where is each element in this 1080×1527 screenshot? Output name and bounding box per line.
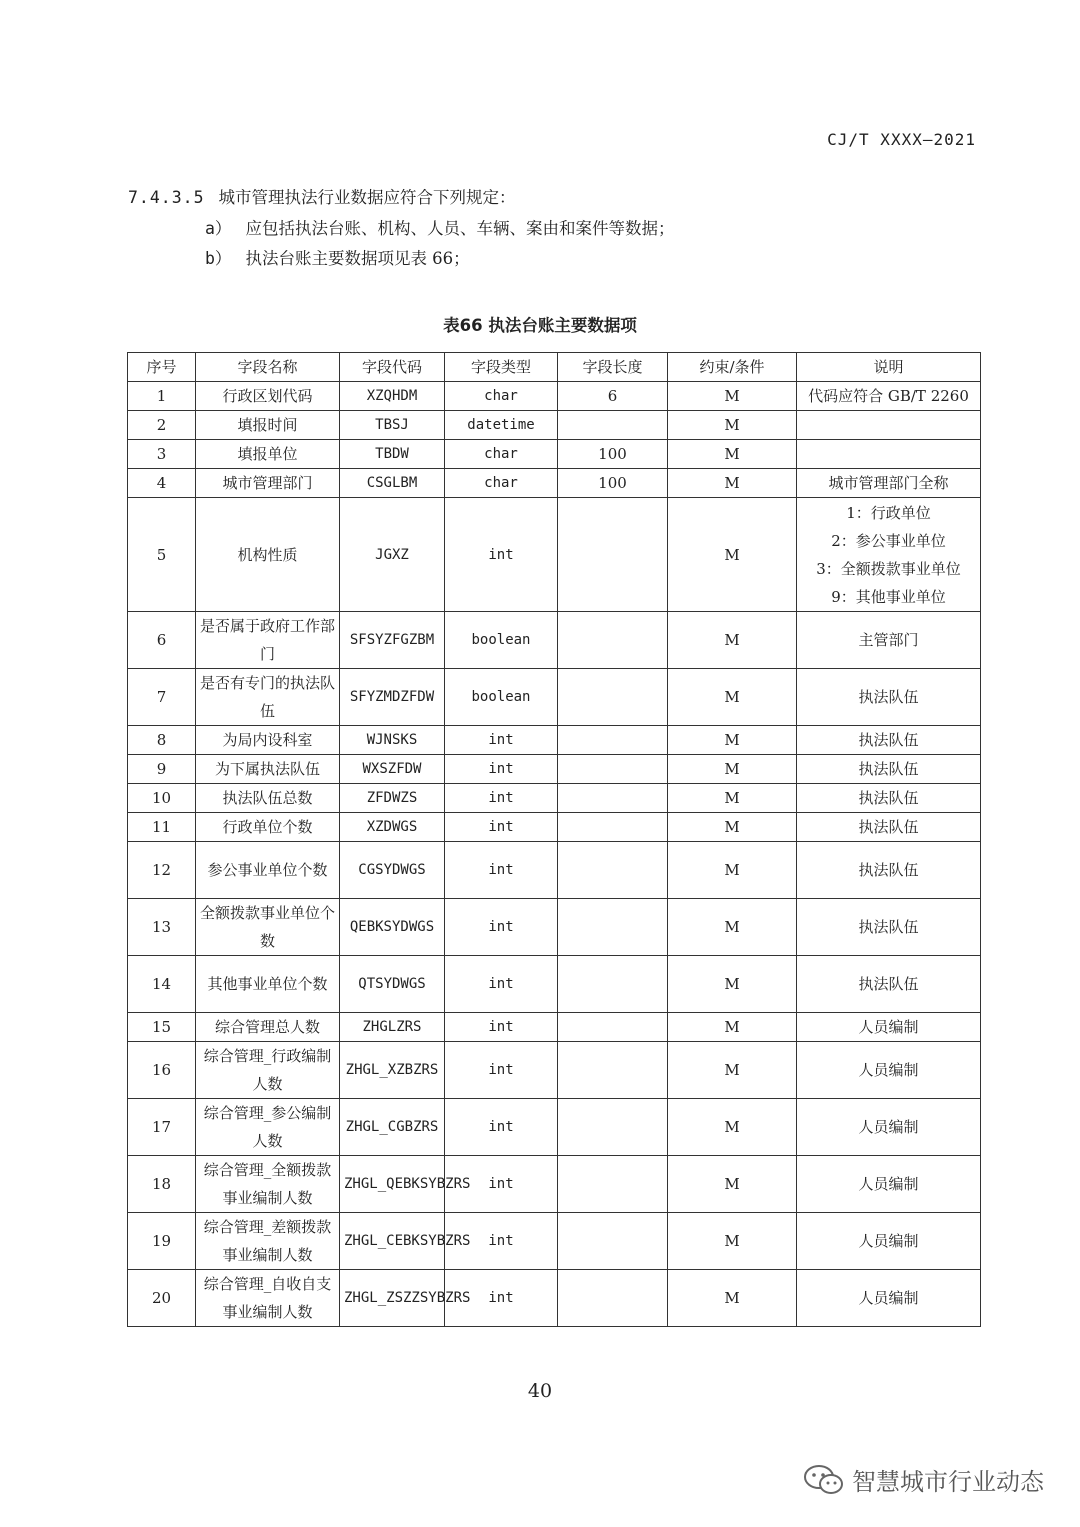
constraint-cell: M [668, 382, 797, 411]
field-length-cell: 100 [558, 469, 668, 498]
seq-cell: 15 [128, 1013, 196, 1042]
table-row [128, 813, 981, 842]
field-type-cell: char [445, 382, 558, 411]
field-length-cell [558, 1213, 668, 1270]
header-cell: 字段长度 [558, 353, 668, 382]
description-cell: 人员编制 [797, 1013, 981, 1042]
field-length-cell [558, 956, 668, 1013]
item-mark: a） [205, 219, 232, 238]
table-row [128, 612, 981, 669]
constraint-cell: M [668, 726, 797, 755]
field-name-cell: 城市管理部门 [196, 469, 340, 498]
seq-cell: 2 [128, 411, 196, 440]
field-code-cell: ZFDWZS [340, 784, 445, 813]
field-code-cell: ZHGL_CEBKSYBZRS [340, 1213, 445, 1270]
seq-cell: 4 [128, 469, 196, 498]
field-type-cell: int [445, 899, 558, 956]
constraint-cell: M [668, 1213, 797, 1270]
seq-cell: 20 [128, 1270, 196, 1327]
seq-cell: 7 [128, 669, 196, 726]
constraint-cell: M [668, 612, 797, 669]
field-code-cell: TBDW [340, 440, 445, 469]
field-length-cell [558, 411, 668, 440]
field-code-cell: SFSYZFGZBM [340, 612, 445, 669]
description-cell: 执法队伍 [797, 899, 981, 956]
field-type-cell: char [445, 440, 558, 469]
field-type-cell: int [445, 1099, 558, 1156]
description-cell: 1：行政单位 2：参公事业单位 3：全额拨款事业单位 9：其他事业单位 [797, 498, 981, 612]
field-code-cell: ZHGL_XZBZRS [340, 1042, 445, 1099]
header-cell: 字段代码 [340, 353, 445, 382]
field-length-cell [558, 842, 668, 899]
field-code-cell: QEBKSYDWGS [340, 899, 445, 956]
table-row [128, 669, 981, 726]
constraint-cell: M [668, 1270, 797, 1327]
description-cell: 执法队伍 [797, 726, 981, 755]
seq-cell: 16 [128, 1042, 196, 1099]
field-length-cell [558, 784, 668, 813]
field-name-cell: 综合管理_全额拨款事业编制人数 [196, 1156, 340, 1213]
field-length-cell [558, 726, 668, 755]
watermark-text: 智慧城市行业动态 [852, 1468, 1044, 1496]
constraint-cell: M [668, 1099, 797, 1156]
constraint-cell: M [668, 842, 797, 899]
field-code-cell: CSGLBM [340, 469, 445, 498]
seq-cell: 10 [128, 784, 196, 813]
field-name-cell: 填报单位 [196, 440, 340, 469]
constraint-cell: M [668, 755, 797, 784]
table-row [128, 1099, 981, 1156]
seq-cell: 8 [128, 726, 196, 755]
table-row [128, 755, 981, 784]
field-name-cell: 综合管理_参公编制人数 [196, 1099, 340, 1156]
constraint-cell: M [668, 669, 797, 726]
item-text: 应包括执法台账、机构、人员、车辆、案由和案件等数据； [245, 219, 675, 238]
field-name-cell: 填报时间 [196, 411, 340, 440]
table-row [128, 1270, 981, 1327]
field-name-cell: 其他事业单位个数 [196, 956, 340, 1013]
field-code-cell: ZHGLZRS [340, 1013, 445, 1042]
description-cell: 人员编制 [797, 1099, 981, 1156]
clause-item-a [205, 215, 674, 239]
header-cell: 约束/条件 [668, 353, 797, 382]
clause-text: 城市管理执法行业数据应符合下列规定： [218, 188, 516, 207]
description-cell: 人员编制 [797, 1213, 981, 1270]
table-caption: 表66 执法台账主要数据项 [443, 316, 637, 335]
field-type-cell: int [445, 755, 558, 784]
field-code-cell: QTSYDWGS [340, 956, 445, 1013]
constraint-cell: M [668, 956, 797, 1013]
description-cell: 人员编制 [797, 1042, 981, 1099]
field-name-cell: 行政单位个数 [196, 813, 340, 842]
watermark [802, 1462, 1044, 1497]
field-type-cell: int [445, 1213, 558, 1270]
field-code-cell: CGSYDWGS [340, 842, 445, 899]
field-length-cell: 6 [558, 382, 668, 411]
seq-cell: 12 [128, 842, 196, 899]
field-name-cell: 是否有专门的执法队伍 [196, 669, 340, 726]
field-type-cell: int [445, 1042, 558, 1099]
field-name-cell: 是否属于政府工作部门 [196, 612, 340, 669]
description-cell: 执法队伍 [797, 784, 981, 813]
field-length-cell: 100 [558, 440, 668, 469]
table-row [128, 899, 981, 956]
seq-cell: 5 [128, 498, 196, 612]
field-name-cell: 参公事业单位个数 [196, 842, 340, 899]
field-length-cell [558, 1013, 668, 1042]
table-row [128, 1213, 981, 1270]
field-code-cell: WXSZFDW [340, 755, 445, 784]
field-type-cell: int [445, 784, 558, 813]
field-length-cell [558, 1156, 668, 1213]
constraint-cell: M [668, 784, 797, 813]
table-row [128, 784, 981, 813]
description-cell: 人员编制 [797, 1270, 981, 1327]
field-length-cell [558, 755, 668, 784]
field-name-cell: 综合管理_行政编制人数 [196, 1042, 340, 1099]
description-cell: 执法队伍 [797, 813, 981, 842]
table-row [128, 1013, 981, 1042]
field-name-cell: 全额拨款事业单位个数 [196, 899, 340, 956]
field-name-cell: 执法队伍总数 [196, 784, 340, 813]
field-type-cell: int [445, 813, 558, 842]
description-cell [797, 411, 981, 440]
clause-number: 7.4.3.5 [128, 188, 205, 207]
description-cell: 执法队伍 [797, 755, 981, 784]
field-name-cell: 综合管理_自收自支事业编制人数 [196, 1270, 340, 1327]
table-row [128, 440, 981, 469]
field-name-cell: 行政区划代码 [196, 382, 340, 411]
field-name-cell: 为下属执法队伍 [196, 755, 340, 784]
field-length-cell [558, 899, 668, 956]
description-cell: 人员编制 [797, 1156, 981, 1213]
field-code-cell: SFYZMDZFDW [340, 669, 445, 726]
constraint-cell: M [668, 469, 797, 498]
field-name-cell: 综合管理_差额拨款事业编制人数 [196, 1213, 340, 1270]
field-name-cell: 为局内设科室 [196, 726, 340, 755]
field-length-cell [558, 1270, 668, 1327]
field-length-cell [558, 669, 668, 726]
constraint-cell: M [668, 1042, 797, 1099]
field-type-cell: int [445, 1013, 558, 1042]
description-cell: 主管部门 [797, 612, 981, 669]
constraint-cell: M [668, 813, 797, 842]
table-row [128, 1156, 981, 1213]
constraint-cell: M [668, 498, 797, 612]
constraint-cell: M [668, 1013, 797, 1042]
seq-cell: 14 [128, 956, 196, 1013]
field-length-cell [558, 1099, 668, 1156]
table-row [128, 469, 981, 498]
field-code-cell: XZQHDM [340, 382, 445, 411]
field-type-cell: datetime [445, 411, 558, 440]
field-code-cell: JGXZ [340, 498, 445, 612]
table-header-row [128, 353, 981, 382]
header-cell: 字段类型 [445, 353, 558, 382]
field-length-cell [558, 1042, 668, 1099]
field-type-cell: int [445, 842, 558, 899]
description-cell: 执法队伍 [797, 956, 981, 1013]
field-type-cell: int [445, 726, 558, 755]
page-number: 40 [527, 1380, 553, 1402]
item-text: 执法台账主要数据项见表 66； [245, 249, 470, 268]
constraint-cell: M [668, 440, 797, 469]
field-type-cell: boolean [445, 612, 558, 669]
clause-heading [128, 184, 516, 208]
table-row [128, 842, 981, 899]
field-type-cell: int [445, 956, 558, 1013]
table-row [128, 411, 981, 440]
field-length-cell [558, 498, 668, 612]
field-name-cell: 机构性质 [196, 498, 340, 612]
header-cell: 字段名称 [196, 353, 340, 382]
field-code-cell: WJNSKS [340, 726, 445, 755]
field-code-cell: ZHGL_ZSZZSYBZRS [340, 1270, 445, 1327]
data-items-table [127, 352, 981, 1327]
description-cell: 执法队伍 [797, 669, 981, 726]
field-type-cell: int [445, 1156, 558, 1213]
field-code-cell: ZHGL_CGBZRS [340, 1099, 445, 1156]
field-code-cell: TBSJ [340, 411, 445, 440]
description-cell: 代码应符合 GB/T 2260 [797, 382, 981, 411]
field-name-cell: 综合管理总人数 [196, 1013, 340, 1042]
table-row [128, 726, 981, 755]
seq-cell: 6 [128, 612, 196, 669]
header-cell: 说明 [797, 353, 981, 382]
table-row [128, 498, 981, 612]
field-length-cell [558, 612, 668, 669]
seq-cell: 1 [128, 382, 196, 411]
seq-cell: 13 [128, 899, 196, 956]
constraint-cell: M [668, 1156, 797, 1213]
description-cell: 执法队伍 [797, 842, 981, 899]
seq-cell: 17 [128, 1099, 196, 1156]
description-cell: 城市管理部门全称 [797, 469, 981, 498]
field-code-cell: XZDWGS [340, 813, 445, 842]
field-length-cell [558, 813, 668, 842]
field-type-cell: boolean [445, 669, 558, 726]
constraint-cell: M [668, 411, 797, 440]
seq-cell: 18 [128, 1156, 196, 1213]
item-mark: b） [205, 249, 232, 268]
table-row [128, 956, 981, 1013]
table-row [128, 382, 981, 411]
seq-cell: 9 [128, 755, 196, 784]
field-type-cell: int [445, 498, 558, 612]
field-type-cell: int [445, 1270, 558, 1327]
clause-item-b [205, 245, 470, 269]
seq-cell: 3 [128, 440, 196, 469]
seq-cell: 19 [128, 1213, 196, 1270]
document-code: CJ/T XXXX—2021 [827, 130, 976, 149]
header-cell: 序号 [128, 353, 196, 382]
wechat-icon [802, 1463, 846, 1497]
field-code-cell: ZHGL_QEBKSYBZRS [340, 1156, 445, 1213]
field-type-cell: char [445, 469, 558, 498]
seq-cell: 11 [128, 813, 196, 842]
constraint-cell: M [668, 899, 797, 956]
description-cell [797, 440, 981, 469]
table-row [128, 1042, 981, 1099]
